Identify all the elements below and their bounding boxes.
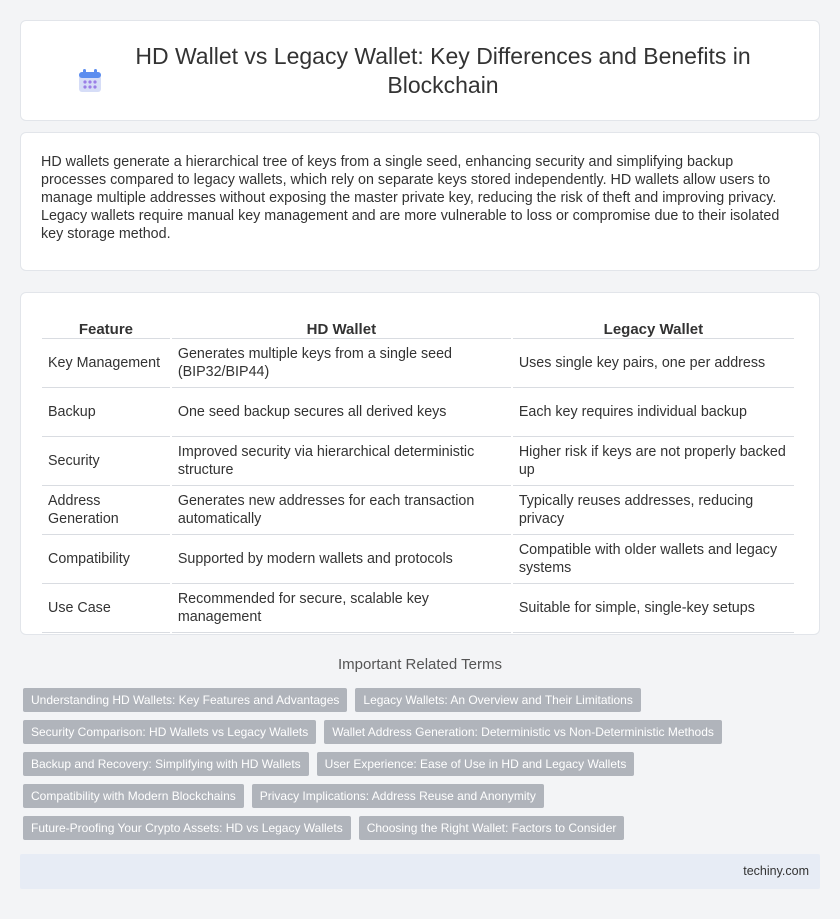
related-term-link[interactable]: Choosing the Right Wallet: Factors to Consider — [359, 816, 625, 840]
comparison-table-card — [20, 292, 820, 635]
tag-row — [23, 752, 823, 776]
table-row — [42, 339, 794, 388]
title-card — [20, 20, 820, 121]
tag-row — [23, 720, 823, 744]
header-legacy-wallet: Legacy Wallet — [513, 313, 794, 339]
table-cell: Recommended for secure, scalable key management — [172, 584, 511, 633]
related-terms-title: Important Related Terms — [338, 656, 502, 673]
related-term-link[interactable]: Backup and Recovery: Simplifying with HD Wallets — [23, 752, 309, 776]
table-cell: Generates new addresses for each transaction automatically — [172, 486, 511, 535]
table-row — [42, 388, 794, 437]
table-cell: Suitable for simple, single-key setups — [513, 584, 794, 633]
related-terms-list — [23, 688, 823, 848]
footer-site-link[interactable]: techiny.com — [743, 864, 809, 878]
title-wrap — [77, 42, 763, 100]
table-cell: Security — [42, 437, 170, 486]
table-cell: Backup — [42, 388, 170, 437]
related-term-link[interactable]: Legacy Wallets: An Overview and Their Limitations — [355, 688, 640, 712]
table-cell: Compatible with older wallets and legacy systems — [513, 535, 794, 584]
table-cell: Key Management — [42, 339, 170, 388]
related-term-link[interactable]: Security Comparison: HD Wallets vs Legacy Wallets — [23, 720, 316, 744]
header-hd-wallet: HD Wallet — [172, 313, 511, 339]
table-cell: Improved security via hierarchical deterministic structure — [172, 437, 511, 486]
table-cell: Compatibility — [42, 535, 170, 584]
table-cell: Typically reuses addresses, reducing privacy — [513, 486, 794, 535]
related-term-link[interactable]: Compatibility with Modern Blockchains — [23, 784, 244, 808]
tag-row — [23, 688, 823, 712]
table-row — [42, 535, 794, 584]
table-cell: Address Generation — [42, 486, 170, 535]
page-title: HD Wallet vs Legacy Wallet: Key Differences and Benefits in Blockchain — [135, 42, 751, 98]
table-cell: Supported by modern wallets and protocols — [172, 535, 511, 584]
table-cell: Generates multiple keys from a single seed (BIP32/BIP44) — [172, 339, 511, 388]
table-cell: Higher risk if keys are not properly backed up — [513, 437, 794, 486]
comparison-table — [40, 313, 796, 633]
related-term-link[interactable]: Wallet Address Generation: Deterministic vs Non-Deterministic Methods — [324, 720, 722, 744]
calendar-icon — [77, 68, 103, 94]
related-term-link[interactable]: Future-Proofing Your Crypto Assets: HD vs Legacy Wallets — [23, 816, 351, 840]
tag-row — [23, 816, 823, 840]
table-row — [42, 584, 794, 633]
table-cell: Use Case — [42, 584, 170, 633]
table-header-row — [42, 313, 794, 339]
intro-card — [20, 132, 820, 271]
table-cell: Each key requires individual backup — [513, 388, 794, 437]
tag-row — [23, 784, 823, 808]
table-row — [42, 437, 794, 486]
related-term-link[interactable]: User Experience: Ease of Use in HD and Legacy Wallets — [317, 752, 635, 776]
related-term-link[interactable]: Privacy Implications: Address Reuse and Anonymity — [252, 784, 544, 808]
intro-paragraph: HD wallets generate a hierarchical tree of keys from a single seed, enhancing security and simplifying backup processes compared to legacy wallets, which rely on separate keys stored independently. HD wallets allow users to manage multiple addresses without exposing the master private key, reducing the risk of theft and improving privacy. Legacy wallets require manual key management and are more vulnerable to loss or compromise due to their isolated key storage method. — [41, 154, 780, 242]
table-row — [42, 486, 794, 535]
table-cell: Uses single key pairs, one per address — [513, 339, 794, 388]
footer — [20, 854, 820, 889]
header-feature: Feature — [42, 313, 170, 339]
related-term-link[interactable]: Understanding HD Wallets: Key Features and Advantages — [23, 688, 347, 712]
table-cell: One seed backup secures all derived keys — [172, 388, 511, 437]
